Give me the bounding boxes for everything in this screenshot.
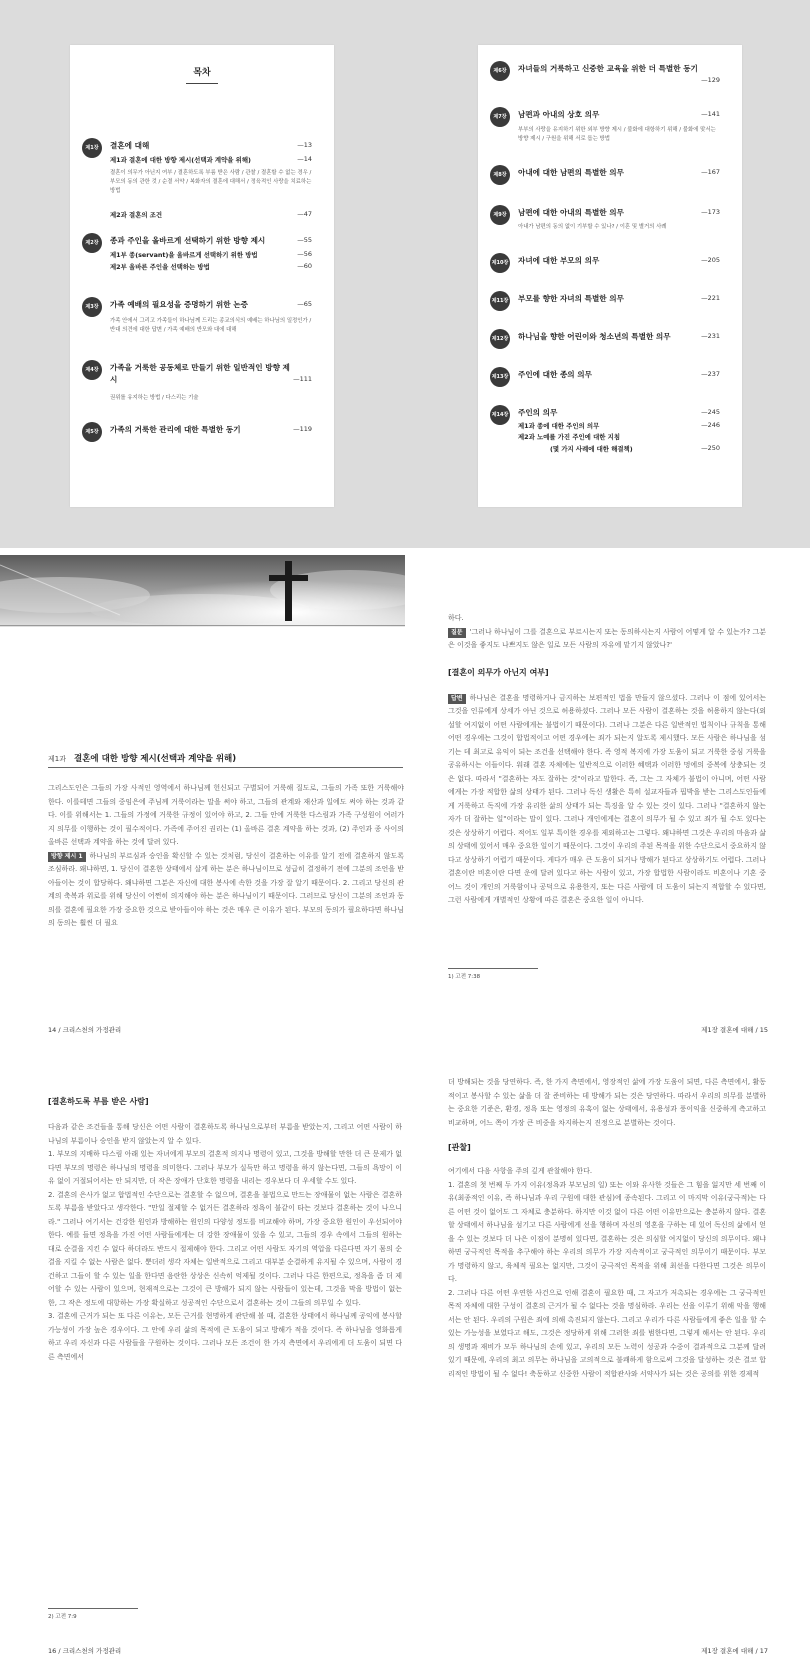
footnote-rule xyxy=(48,1608,138,1609)
toc-note: 아내가 남편의 동의 없이 기부할 수 있나? / 이혼 및 별거의 사례 xyxy=(518,224,667,230)
body-paragraph: 다음과 같은 조건들을 통해 당신은 어떤 사람이 결혼하도록 하나님으로부터 부름을 받았는지, 그리고 어떤 사람이 하나님의 부름이나 승인을 받지 않았는지 알 수 있다. xyxy=(48,1123,402,1145)
footnote: 1) 고전 7:38 xyxy=(448,974,481,980)
toc-entry-page: —119 xyxy=(293,425,312,433)
section-heading: [관찰] xyxy=(448,1143,471,1152)
chapter-badge: 제2장 xyxy=(82,233,102,253)
direction-label: 방향 제시 1 xyxy=(48,852,86,862)
toc-entry-title: 가족을 거룩한 공동체로 만들기 위한 일반적인 방향 제시 xyxy=(110,363,290,384)
toc-sub-page: —14 xyxy=(297,155,312,163)
heading-rule xyxy=(48,767,403,768)
toc-entry-page: —141 xyxy=(701,110,720,118)
toc-entry-title: 남편과 아내의 상호 의무 xyxy=(518,110,600,119)
answer-label: 답변 xyxy=(448,694,466,704)
toc-entry-page: —245 xyxy=(701,408,720,416)
toc-entry-title: 자녀들의 거룩하고 신중한 교육을 위한 더 특별한 동기 xyxy=(518,64,698,73)
chapter-badge: 제8장 xyxy=(490,165,510,185)
toc-entry-title: 부모를 향한 자녀의 특별한 의무 xyxy=(518,294,624,303)
chapter-badge: 제14장 xyxy=(490,405,510,425)
body-text: '그러나 하나님이 그를 결혼으로 부르시는지 또는 동의하시는지 사람이 어떻게 알 수 있는가? 그분은 이것을 좋지도 나쁘지도 않은 일로 모든 사람의 자유에 맡기지 않았나?' xyxy=(448,627,766,649)
toc-note: 결혼이 의무가 아닌지 여부 / 결혼하도록 부름 받은 사람 / 관찰 / 결혼할 수 없는 경우 / 부모의 동의 관한 것 / 순결 서약 / 복화자의 결혼에 대해서 / 정육적인 사랑을 치료하는 방법 xyxy=(110,170,312,194)
chapter-badge: 제9장 xyxy=(490,205,510,225)
body-paragraph xyxy=(448,692,766,908)
toc-entry-page: —65 xyxy=(297,300,312,308)
toc-entry-title: 남편에 대한 아내의 특별한 의무 xyxy=(518,208,624,217)
chapter-badge: 제11장 xyxy=(490,291,510,311)
toc-entry-title: 하나님을 향한 어린이와 청소년의 특별한 의무 xyxy=(518,332,671,341)
toc-entry-page: —237 xyxy=(701,370,720,378)
question-label: 질문 xyxy=(448,628,466,638)
toc-entry-page: —231 xyxy=(701,332,720,340)
toc-sub-title: 제1부 종(servant)을 올바르게 선택하기 위한 방법 xyxy=(110,251,258,259)
toc-entry-title: 가족 예배의 필요성을 증명하기 위한 논증 xyxy=(110,300,248,309)
body-paragraph xyxy=(48,850,404,931)
toc-entry-page: —205 xyxy=(701,256,720,264)
section-heading: [결혼이 의무가 아닌지 여부] xyxy=(448,667,549,677)
toc-entry-page: —173 xyxy=(701,208,720,216)
page-folio: 제1장 결혼에 대해 / 15 xyxy=(701,1026,768,1034)
toc-title: 목차 xyxy=(70,65,334,84)
toc-sub-page: —56 xyxy=(297,250,312,258)
body-paragraph: 여기에서 다음 사항을 주의 깊게 관찰해야 한다. xyxy=(448,1167,593,1175)
chapter-badge: 제6장 xyxy=(490,61,510,81)
section-heading: [결혼하도록 부름 받은 사람] xyxy=(48,1097,149,1106)
banner-rule xyxy=(0,625,405,626)
lesson-label: 제1과 xyxy=(48,755,66,763)
footnote-rule xyxy=(448,968,538,969)
toc-entry-title: 아내에 대한 남편의 특별한 의무 xyxy=(518,168,624,177)
body-paragraph: 2. 그러나 다른 어떤 우연한 사건으로 인해 결혼이 필요한 때, 그 자고가 저촉되는 경우에는 그 궁극적인 목적 자체에 대한 구성이 결혼의 근거가 될 수 없다는 것을 명심하라. 우리는 선을 이루기 위해 악을 행해서는 안 된다. 우리의 구원은 죄에 의해 촉진되지 않는다. 그리고 우리가 다른 사람들에게 좋은 일을 할 수 있는 가능성을 보였다고 해도, 그것은 정당하게 위해 그러한 죄를 범한다면, 그렇게 해서는 안 된다. 우리의 생명과 재비가 모두 하나님의 손에 있고, 우리의 모든 노력이 성공과 수중이 결과적으로 그분께 달려 있기 때문에, 우리의 최고 의무는 하나님을 고의적으로 불쾌하게 함으로써 그것을 달성하는 것은 결코 합리적인 방법이 될 수 없다! 축동하고 신중한 사람이 적합관사와 서약사가 되는 것은 공의를 위한 경제적 xyxy=(448,1288,766,1378)
toc-sub-title: 제2부 올바른 주인을 선택하는 방법 xyxy=(110,263,210,271)
toc-entry-page: —13 xyxy=(297,141,312,149)
toc-entry-page: —129 xyxy=(701,76,720,84)
toc-sub-title: 제2과 결혼의 조건 xyxy=(110,211,163,219)
toc-sub-title: 제1과 종에 대한 주인의 의무 xyxy=(518,422,600,430)
lesson-title: 결혼에 대한 방향 제시(선택과 계약을 위해) xyxy=(73,754,237,764)
toc-entry-title: 종과 주인을 올바르게 선택하기 위한 방향 제시 xyxy=(110,236,266,245)
page-folio: 16 / 크리스천의 가정관리 xyxy=(48,1647,122,1655)
page-folio: 14 / 크리스천의 가정관리 xyxy=(48,1026,122,1034)
toc-note: 부부의 사랑을 유지하기 위한 외부 방향 제시 / 불화에 대항하기 위해 / 불화에 맞서는 방향 제시 / 구원을 위해 서로 돕는 방법 xyxy=(518,127,716,142)
page-16-body xyxy=(48,1096,402,1364)
chapter-banner-image xyxy=(0,555,405,627)
toc-entry-title: 가족의 거룩한 관리에 대한 특별한 동기 xyxy=(110,425,241,434)
body-paragraph: 하다. xyxy=(448,614,464,622)
toc-entry-title: 주인의 의무 xyxy=(518,408,558,417)
toc-entry-page: —111 xyxy=(293,375,312,383)
chapter-badge: 제5장 xyxy=(82,422,102,442)
toc-sub-page: —60 xyxy=(297,262,312,270)
toc-entry-title: 주인에 대한 종의 의무 xyxy=(518,370,592,379)
body-paragraph xyxy=(448,626,766,653)
page-17-body xyxy=(448,1076,766,1381)
chapter-badge: 제4장 xyxy=(82,360,102,380)
footnote: 2) 고전 7:9 xyxy=(48,1614,77,1620)
toc-sub-title: 제2과 노예를 가진 주인에 대한 지침 xyxy=(518,433,620,441)
chapter-badge: 제13장 xyxy=(490,367,510,387)
body-paragraph: 2. 결혼의 은사가 없고 합법적인 수단으로는 결혼할 수 없으며, 결혼을 불법으로 만드는 장애물이 없는 사람은 결혼하도록 부름을 받았다고 생각한다. "만일 절제할 수 없거든 결혼하라 정욕이 불같이 타는 것보다 결혼하는 것이 나으니라." 그러나 여기서는 건강한 원인과 방해하는 원인의 다양성 정도를 비교해야 하며, 가장 중요한 원인이 우선되어야 한다. 예를 들면 정욕을 가진 어떤 사람들에게는 더 강한 장애물이 있을 수 있고, 그들의 경우 속에서 그들의 원하는 대로 순결을 지킨 수 없다 하더라도 반드시 절제해야 한다. 그리고 어떤 사람도 자기의 역압을 다른다면 자기 몸의 순결을 지킬 수 없는 사람은 없다. 뿐더러 생각 자체는 일반적으로 그리고 대부분 순결하게 유지될 수 있으며, 사람이 경건하고 그들이 할 수 있는 일을 한다면 음란한 상상은 신속히 억제될 것이다. 그러나 다른 한편으로, 정욕을 좀 더 제어할 수 있는 사람이 있으며, 현재적으로는 그것이 큰 방해가 되지 않는 사람들이 있는데, 그것을 막을 방법이 없는 한, 그 작은 정도에 대항하는 가장 확실하고 성공적인 수단으로서 결혼하는 것이 그들의 의무일 수 있다. xyxy=(48,1190,402,1307)
toc-note: 가족 안에서 그리고 가족들이 하나님께 드리는 종교의식의 예배는 하나님의 일정인가 / 반대 의견에 대한 답변 / 가족 예배의 반모와 대에 대해 xyxy=(110,318,312,333)
toc-sub-page: —47 xyxy=(297,210,312,218)
body-paragraph: 더 방해되는 것을 당연하다. 즉, 한 가지 측면에서, 영장적인 삶에 가장 도움이 되면, 다른 측면에서, 활동적이고 봉사할 수 있는 삶을 더 잘 준비하는 데 방해가 되는 것은 당연하다. 따라서 우리의 의무를 분별하는 중요한 기준은, 환경, 정욕 또는 영정의 유혹이 없는 상태에서, 유용성과 풍이익을 신중하게 측고하고 비교하며, 어느 쪽이 가장 큰 비중을 차지하는지 진정으로 분별하는 것이다. xyxy=(448,1078,766,1127)
body-paragraph: 그리스도인은 그들의 가장 사적인 영역에서 하나님께 헌신되고 구별되어 거룩해 질도로, 그들의 가족 또한 거룩해야 한다. 이를테면 그들의 중임은에 주님께 거룩이라는 말을 써야 하고, 그들의 관계와 재산과 일에도 써야 하는 것과 같다. 이를 위해서는 1. 그들의 가정에 거룩한 규정이 있어야 하고, 2. 그들 안에 거룩한 다스림과 가족 구성원이 여러가지 의무를 이행하는 것이 필수적이다. 가족에 주어진 권리는 (1) 올바른 결혼 계약을 하는 것과, (2) 주인과 종 사이의 올바른 선택과 계약을 하는 것에 달려 있다. xyxy=(48,784,404,846)
toc-entry-page: —55 xyxy=(297,236,312,244)
body-text: 하나님의 부르심과 승인을 확신할 수 있는 것처럼, 당신이 결혼하는 이유를 알기 전에 결혼하지 않도록 조심하라. 왜냐하면, 1. 당신이 결혼한 상태에서 살게 하는 분은 하나님이므로 성급히 결정하기 전에 그분의 조언을 받아들이는 것이 합당하다. 왜냐하면 그분은 자신에 대한 봉사에 속한 것을 가장 잘 알기 때문이다. 2. 그리고 당신의 관계의 축복과 위로를 위해 당신이 어쩐히 의지해야 하는 분은 하나님이기 때문이다. 그러므로 당신이 그분의 조언과 동의를 결혼에 필요한 가장 중요한 것으로 받아들이야 하는 것은 매우 큰 이유가 된다. 부모의 동의가 필요하다면 하나님의 동의는 훨씬 더 필요 xyxy=(48,851,404,927)
page-14-body xyxy=(48,782,404,931)
body-paragraph: 1. 부모의 지배하 다스림 아래 있는 자녀에게 부모의 결혼적 의지나 명령이 있고, 그것을 방해할 만한 더 큰 문제가 없다면 부모의 명령은 하나님의 명령을 의미한다. 그러나 부모가 실득만 하고 명령을 하지 않는다면, 그들의 욕망이 이유 없이 거절되어서는 안 되지만, 더 작은 장애가 단호한 명령을 내리는 경우보다 더 우세할 수도 있다. xyxy=(48,1150,402,1185)
chapter-badge: 제1장 xyxy=(82,138,102,158)
toc-sub-title: 제1과 결혼에 대한 방향 제시(선택과 계약을 위해) xyxy=(110,156,251,164)
toc-entry-title: 결혼에 대해 xyxy=(110,141,150,150)
toc-sub-page: —250 xyxy=(701,444,720,452)
toc-sub-title: (몇 가지 사례에 대한 해결책) xyxy=(550,445,633,453)
lesson-heading xyxy=(48,752,236,764)
toc-sub-page: —246 xyxy=(701,421,720,429)
chapter-badge: 제10장 xyxy=(490,253,510,273)
page-15-body xyxy=(448,612,766,908)
toc-page-right xyxy=(478,45,742,507)
chapter-badge: 제3장 xyxy=(82,297,102,317)
chapter-badge: 제7장 xyxy=(490,107,510,127)
page-folio: 제1장 결혼에 대해 / 17 xyxy=(701,1647,768,1655)
toc-entry-title: 자녀에 대한 부모의 의무 xyxy=(518,256,600,265)
body-text: 하나님은 결혼을 명령하거나 금지하는 보편적인 법을 만들지 않으셨다. 그러나 이 점에 있어서는 그것을 인류에게 상세가 아닌 것으로 허용하셨다. 그러나 모든 사람이 결혼하는 것을 허용하지 않는다(외설할 여지없이 어떤 사람에게는 불법이기 때문이다). 그러나 그분은 다른 일반적인 법칙이나 규칙을 통해 어떤 경우에는 그것이 합법적이고 어떤 경우에는 죄가 되는지 알도록 제시했다. 모든 사람은 하나님을 섬기는 데 최고로 유익이 되는 조건을 선택해야 한다. 즉 영적 복지에 가장 도움이 되고 거룩한 중심 거룩을 공유하시는 이들이다. 워래 결혼 자체에는 일반적으로 이러한 혜택과 이러한 멍에의 중복에 상충되는 것은 없다. 따라서 "결혼하는 자도 잘하는 것"이라고 말한다. 즉, 그는 그 자체가 불법이 아니며, 어떤 사람에게는 가장 적합한 삶의 상태가 된다. 그러나 독신 생활은 특히 설교자들과 핍박을 받는 그리스도인들에게 거룩하고 독직에 가장 유리한 삶의 상태가 되는 특징을 알 수 있는 것이 있다. 그러나 "결혼하지 않는 자가 더 잘하는 일"이라는 말이 있다. 그러나 개인에게는 결혼이 의무가 될 수 있고 죄가 될 수도 있다는 것은 상상하기 어렵다. 적어도 일부 특이한 경우를 제외하고는 그렇다. 왜냐하면 그것은 우리의 마음과 삶의 상태에 있어서 매우 중요한 일이기 때문이다. 그것이 우리의 주된 목적을 위한 수단으로서 중요하지 않다고 상상하기 어렵기 때문이다. 게다가 매우 큰 도움이 되거나 방해가 된다고 상상하기도 어렵다. 그러나 결혼이란 비혼이란 다면 운에 달려 있다고 하는 사람이 있고, 가장 합법한 사람이라도 비혼이나 기혼 중 어느 것이 개인의 거룩함이나 공덕으로 유용한지, 또는 다른 사람에 더 도움이 되는지 적합할 수 있다면, 그런 사람에게 개별적인 상황에 따른 결혼은 중요한 일이 아니다. xyxy=(448,693,766,904)
toc-entry-page: —167 xyxy=(701,168,720,176)
chapter-badge: 제12장 xyxy=(490,329,510,349)
sky-cross-icon xyxy=(0,555,405,627)
toc-note: 권위를 유지하는 방법 / 다스리는 기술 xyxy=(110,395,199,401)
toc-page-left xyxy=(70,45,334,507)
toc-entry-page: —221 xyxy=(701,294,720,302)
body-paragraph: 3. 결혼에 근거가 되는 또 다른 이유는, 모든 근거를 현명하게 관단해 볼 때, 결혼한 상태에서 하나님께 공익에 봉사할 가능성이 가장 높은 경우이다. 그 안에 우리 삶의 목적에 큰 도움이 되고 방해가 적을 것이다. 즉 하나님을 영화롭게 하고 우리 자신과 다른 사람들을 구원하는 것이다. 그러나 모든 조건이 한 가지 측면에서 우리에게 더 도움이 되면 다른 측면에서 xyxy=(48,1312,402,1361)
body-paragraph: 1. 결혼의 첫 번째 두 가지 이유(정욕과 부모님의 일) 또는 이와 유사한 것들은 그 힘을 잃지만 세 번째 이유(최종적인 이유, 즉 하나님과 우리 구원에 대한 관심)에 종속된다. 그리고 이 마지막 이유(궁극적)는 다른 어떤 것이 없어도 그 자체로 충분하다. 하지만 이것 없이 다른 어떤 이유만으로는 충분하지 않다. 결혼할 상태에서 하나님을 섬기고 다른 사람에게 선을 행하며 자신의 영혼을 구하는 데 있어 독신의 삶에서 얻을 수 있는 것보다 더 나은 이점이 분명히 있다면, 결혼하는 것은 의심할 여지없이 당신의 의무이다. 왜냐하면 궁극적인 목적을 추구해야 하는 우리의 의무가 가장 지속적이고 궁극적인 의무이기 때문이다. 부모가 명령하지 않고, 육체적 필요는 없지만, 그것이 궁극적인 목적을 위해 최선을 다한다면 그것은 의무이다. xyxy=(448,1180,766,1283)
